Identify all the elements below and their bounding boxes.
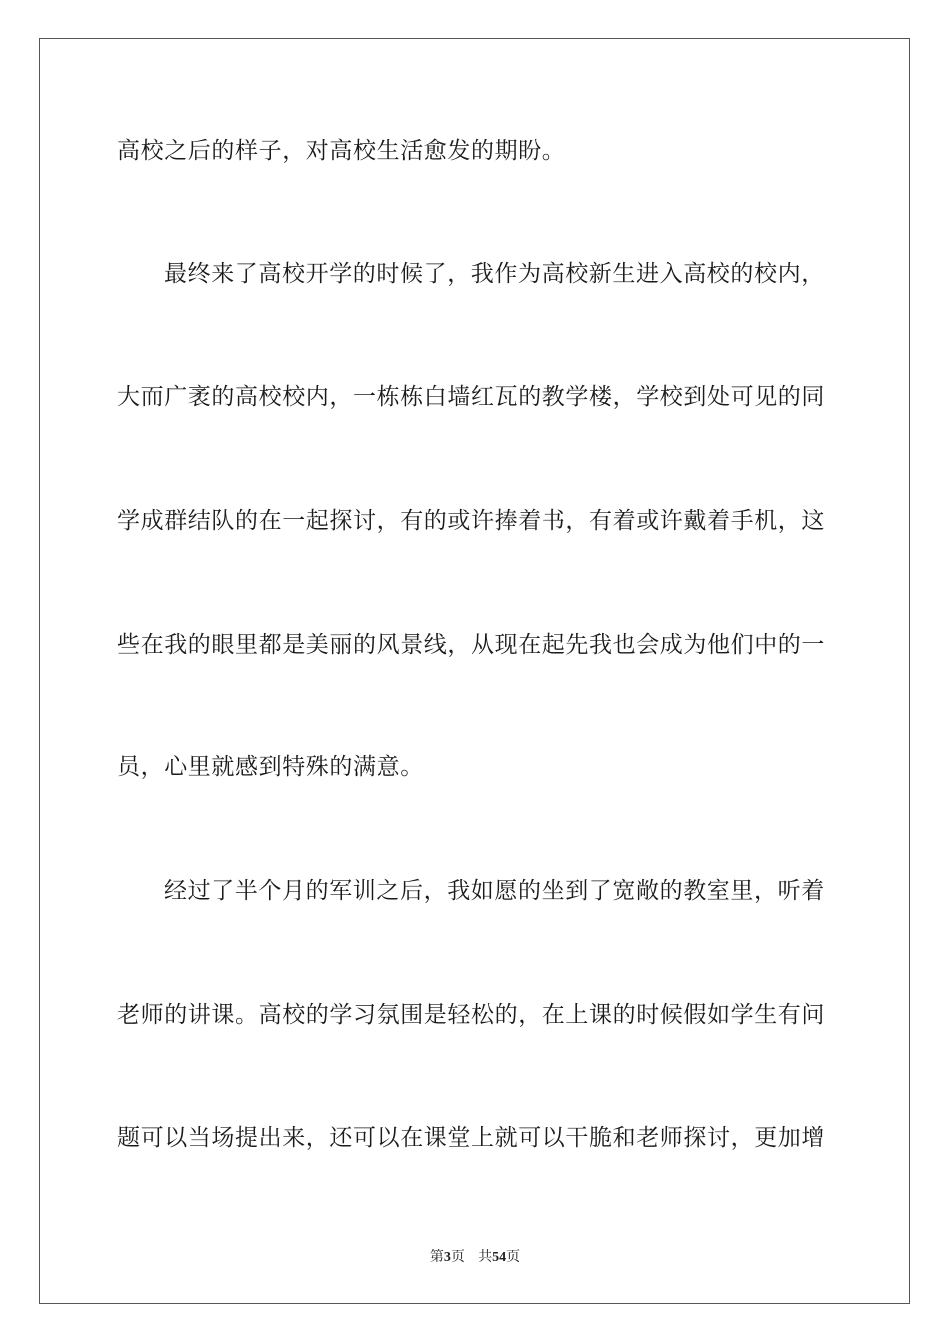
paragraph-line-1: 高校之后的样子，对高校生活愈发的期盼。 — [117, 138, 566, 164]
paragraph-line-4: 学成群结队的在一起探讨，有的或许捧着书，有着或许戴着手机，这 — [117, 508, 825, 534]
page-border — [39, 38, 910, 1304]
page-footer — [0, 1248, 950, 1267]
footer-total-suffix: 页 — [506, 1249, 521, 1265]
footer-total-pages: 54 — [492, 1250, 507, 1265]
footer-page-suffix: 页 — [450, 1249, 465, 1265]
paragraph-line-2: 最终来了高校开学的时候了，我作为高校新生进入高校的校内， — [164, 261, 825, 287]
footer-total-prefix: 共 — [478, 1249, 493, 1265]
paragraph-line-7: 经过了半个月的军训之后，我如愿的坐到了宽敞的教室里，听着 — [164, 878, 825, 904]
paragraph-line-3: 大而广袤的高校校内，一栋栋白墙红瓦的教学楼，学校到处可见的同 — [117, 384, 825, 410]
footer-page-prefix: 第 — [429, 1249, 444, 1265]
paragraph-line-9: 题可以当场提出来，还可以在课堂上就可以干脆和老师探讨，更加增 — [117, 1125, 825, 1151]
paragraph-line-6: 员，心里就感到特殊的满意。 — [117, 754, 424, 780]
footer-page-number: 3 — [443, 1250, 451, 1265]
paragraph-line-5: 些在我的眼里都是美丽的风景线，从现在起先我也会成为他们中的一 — [117, 632, 825, 658]
paragraph-line-8: 老师的讲课。高校的学习氛围是轻松的，在上课的时候假如学生有问 — [117, 1002, 825, 1028]
